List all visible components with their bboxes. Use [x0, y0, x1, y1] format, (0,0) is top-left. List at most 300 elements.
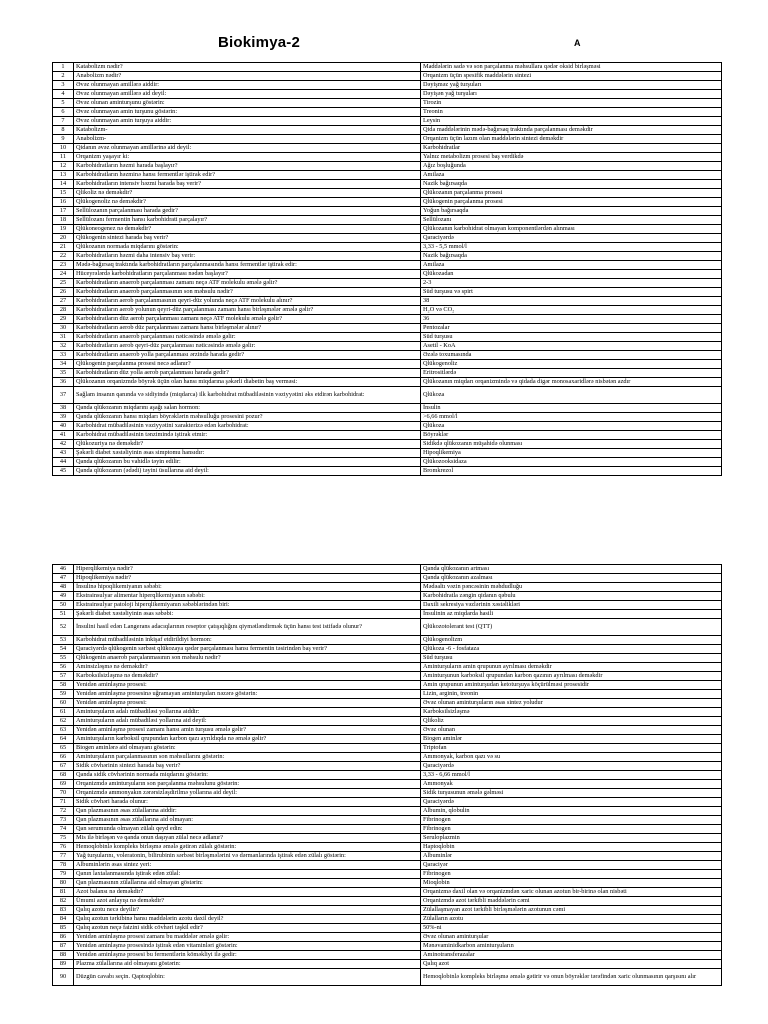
answer-cell: Asetil - KoA [421, 342, 722, 351]
answer-cell: Qanda qlükozanın azalması [421, 574, 722, 583]
answer-cell: Qlükogenoliz [421, 360, 722, 369]
answer-cell: 3,33 - 6,66 mmol/l [421, 771, 722, 780]
row-number: 68 [53, 771, 74, 780]
answer-cell: Albuminlər [421, 852, 722, 861]
question-cell: Azot balansı nə deməkdir? [74, 888, 421, 897]
question-cell: Ümumi azot anlayışı nə deməkdir? [74, 897, 421, 906]
table-row [53, 90, 722, 99]
row-number: 19 [53, 225, 74, 234]
table-row [53, 663, 722, 672]
answer-cell: Daxili sekresiya vəzlərinin xəstəlikləri [421, 601, 722, 610]
answer-cell: Qida maddələrinin mədə-bağırsaq traktında parçalanması deməkdir [421, 126, 722, 135]
table-row [53, 306, 722, 315]
answer-cell: 38 [421, 297, 722, 306]
table-row [53, 619, 722, 636]
answer-cell: Fibrinogen [421, 825, 722, 834]
row-number: 57 [53, 672, 74, 681]
row-number: 70 [53, 789, 74, 798]
question-cell: Qaraciyərdə qlükogenin sərbəst qlükozaya qədər parçalanması hansı fermentin təsirindən baş verir? [74, 645, 421, 654]
answer-cell: Yalnız metabolizm prosesi baş verdikdə [421, 153, 722, 162]
table-row [53, 342, 722, 351]
question-cell: Karbohidratların aerob parçalanmasının qeyri-düz yolunda neçə ATF molekulu alınır? [74, 297, 421, 306]
question-cell: Sellülozanı fermentin hansı karbohidrati parçalayır? [74, 216, 421, 225]
question-cell: Yenidən aminləşmə prosesində iştirak edən vitaminləri göstərin: [74, 942, 421, 951]
answer-cell: Qlikoliz [421, 717, 722, 726]
row-number: 14 [53, 180, 74, 189]
row-number: 87 [53, 942, 74, 951]
row-number: 17 [53, 207, 74, 216]
question-cell: Karbohidratların həzminə hansı fermentlər iştirak edir? [74, 171, 421, 180]
table-row [53, 592, 722, 601]
page-title: Biokimya-2 [218, 34, 301, 51]
answer-cell: Qlükogenin parçalanma prosesi [421, 198, 722, 207]
question-cell: Şəkərli diabet xəstəliyinin əsas simptomu hansıdır: [74, 449, 421, 458]
table-row [53, 834, 722, 843]
question-cell: Katabolizm nədir? [74, 63, 421, 72]
question-cell: Biogen aminlərə aid olmayanı göstərin: [74, 744, 421, 753]
question-cell: Karbohidratların intensiv həzmi harada baş verir? [74, 180, 421, 189]
answer-cell: Qlükoza -6 - fosfataza [421, 645, 722, 654]
table-row [53, 807, 722, 816]
question-cell: Qalıq azotun tərkibinə hansı maddələrin azotu daxil deyil? [74, 915, 421, 924]
table-row [53, 198, 722, 207]
question-cell: Qalıq azotu necə deyilir? [74, 906, 421, 915]
question-cell: Anabolizm- [74, 135, 421, 144]
table-row [53, 825, 722, 834]
table-row [53, 234, 722, 243]
answer-cell: Mioqlobin [421, 879, 722, 888]
row-number: 55 [53, 654, 74, 663]
question-cell: Karbohidratların düz yolla aerob parçalanması harada gedir? [74, 369, 421, 378]
question-cell: Sellülozanın parçalanması harada gedir? [74, 207, 421, 216]
answer-cell: Dəyişməz yağ turşuları [421, 81, 722, 90]
row-number: 79 [53, 870, 74, 879]
answer-cell: İnsulin [421, 404, 722, 413]
table-row [53, 413, 722, 422]
table-row [53, 708, 722, 717]
answer-cell: Ammonyak [421, 780, 722, 789]
row-number: 16 [53, 198, 74, 207]
table-row [53, 252, 722, 261]
row-number: 63 [53, 726, 74, 735]
table-row [53, 565, 722, 574]
table-row [53, 789, 722, 798]
table-row [53, 601, 722, 610]
answer-cell: Aminotransferazalar [421, 951, 722, 960]
row-number: 7 [53, 117, 74, 126]
row-number: 52 [53, 619, 74, 636]
answer-cell: Hemoqlobinlə kompleks birləşmə əmələ gətirir və onun böyrəklər tərəfindən xaric olunmasının qarşısını alır [421, 969, 722, 986]
row-number: 28 [53, 306, 74, 315]
question-cell: Karbohidratların aerob yolunun qeyri-düz parçalanması zamanı hansı birləşmələr əmələ gəlir? [74, 306, 421, 315]
question-cell: Qan plazmasının zülallarına aid olmayan göstərin: [74, 879, 421, 888]
table-row [53, 404, 722, 413]
answer-cell: Əvəz olunan aminturşular [421, 933, 722, 942]
table-row [53, 843, 722, 852]
row-number: 6 [53, 108, 74, 117]
answer-cell: Nazik bağırsaqda [421, 180, 722, 189]
answer-cell: Ammonyak, karbon qazı və su [421, 753, 722, 762]
row-number: 43 [53, 449, 74, 458]
question-cell: Karbohidrat mübadiləsinin tənzimində iştirak etmir: [74, 431, 421, 440]
answer-cell: H₂O və CO₂ [421, 306, 722, 315]
answer-cell: Fibrinogen [421, 870, 722, 879]
row-number: 8 [53, 126, 74, 135]
answer-cell: Aminturşuların amin qrupunun ayrılması deməkdir [421, 663, 722, 672]
table-row [53, 72, 722, 81]
row-number: 90 [53, 969, 74, 986]
table-row [53, 297, 722, 306]
question-cell: Karboksilsizləşmə nə deməkdir? [74, 672, 421, 681]
table-row [53, 351, 722, 360]
answer-cell: Seruloplazmin [421, 834, 722, 843]
table-row [53, 780, 722, 789]
answer-cell: Qlükogenolizm [421, 636, 722, 645]
answer-cell: Əvəz olunan aminturşuların əsas sintez yoludur [421, 699, 722, 708]
question-cell: Əvəz olunmayan amillərə aid deyil: [74, 90, 421, 99]
question-cell: Karbohidratların anaerob parçalanması zamanı neçə ATF molekulu əmələ gəlir? [74, 279, 421, 288]
answer-cell: Qanda qlükozanın artması [421, 565, 722, 574]
answer-cell: Süd turşusu [421, 654, 722, 663]
row-number: 38 [53, 404, 74, 413]
row-number: 46 [53, 565, 74, 574]
table-row [53, 189, 722, 198]
row-number: 77 [53, 852, 74, 861]
row-number: 66 [53, 753, 74, 762]
table-row [53, 960, 722, 969]
question-cell: Aminturşuların karboksil qrupundan karbon qazı ayrıldıqda nə əmələ gəlir? [74, 735, 421, 744]
question-cell: Plazma zülallarına aid olmayanı göstərin: [74, 960, 421, 969]
row-number: 39 [53, 413, 74, 422]
question-cell: Karbohidratların həzmi harada başlayır? [74, 162, 421, 171]
answer-cell: Dəyişən yağ turşuları [421, 90, 722, 99]
table-row [53, 574, 722, 583]
row-number: 67 [53, 762, 74, 771]
table-row [53, 906, 722, 915]
row-number: 80 [53, 879, 74, 888]
question-cell: Karbohidrat mübadiləsinin vəziyyətini xarakterizə edən karbohidrat: [74, 422, 421, 431]
table-row [53, 870, 722, 879]
question-cell: Aminturşuların adalı mübadiləsi yollarına aiddir: [74, 708, 421, 717]
table-row [53, 243, 722, 252]
answer-cell: Orqanizm üçün lazım olan maddələrin sintezi deməkdir [421, 135, 722, 144]
row-number: 65 [53, 744, 74, 753]
question-cell: Qlükozanın normada miqdarını göstərin: [74, 243, 421, 252]
row-number: 12 [53, 162, 74, 171]
table-row [53, 162, 722, 171]
question-cell: Yağ turşularını, voleratonin, bilirubinin sərbəst birləşmələrini və dərmanlarında iştirak edən zülalı göstərin: [74, 852, 421, 861]
table-row [53, 771, 722, 780]
question-cell: Qanda qlükozanın (ədədi) təyini üsullarına aid deyil: [74, 467, 421, 476]
question-cell: Qlükozanın orqanizmdə böyrək üçün olan hansı miqdarına şəkərli diabetin baş verməsi: [74, 378, 421, 387]
table-row [53, 440, 722, 449]
table-row [53, 897, 722, 906]
row-number: 21 [53, 243, 74, 252]
answer-cell: Sidik turşusunun əmələ gəlməsi [421, 789, 722, 798]
table-row [53, 816, 722, 825]
row-number: 25 [53, 279, 74, 288]
answer-cell: Qlükozanın parçalanma prosesi [421, 189, 722, 198]
answer-cell: Nazik bağırsaqda [421, 252, 722, 261]
question-cell: Qlükoneogenez nə deməkdir? [74, 225, 421, 234]
row-number: 74 [53, 825, 74, 834]
table-row [53, 654, 722, 663]
table-row [53, 135, 722, 144]
table-row [53, 762, 722, 771]
table-row [53, 333, 722, 342]
answer-cell: Qlükozooksidaza [421, 458, 722, 467]
answer-cell: Amin qrupunun aminturşudan ketoturşuya köçürülməsi prosesidir [421, 681, 722, 690]
row-number: 29 [53, 315, 74, 324]
row-number: 50 [53, 601, 74, 610]
table-row [53, 63, 722, 72]
question-cell: Qanda qlükozanın hansı miqdarı böyrəklərin məhsulluğu prosesini pozur? [74, 413, 421, 422]
question-cell: Orqanizmdə ammonyakın zərərsizləşdirilmə yollarına aid deyil: [74, 789, 421, 798]
answer-cell: Karbohidratlar [421, 144, 722, 153]
row-number: 58 [53, 681, 74, 690]
table-row [53, 207, 722, 216]
answer-cell: 50%-ni [421, 924, 722, 933]
question-cell: Düzgün cavabı seçin. Qaptoqlobin: [74, 969, 421, 986]
table-row [53, 279, 722, 288]
question-cell: Qanda sidik cövhərinin normada miqdarını göstərin: [74, 771, 421, 780]
answer-cell: Haptoqlobin [421, 843, 722, 852]
answer-cell: 2-3 [421, 279, 722, 288]
variant-label: A [574, 38, 581, 48]
table-row [53, 636, 722, 645]
question-cell: Hiperqlikemiya nədir? [74, 565, 421, 574]
question-cell: Albuminlərin əsas sintez yeri: [74, 861, 421, 870]
row-number: 86 [53, 933, 74, 942]
row-number: 11 [53, 153, 74, 162]
table-row [53, 717, 722, 726]
question-cell: Orqanizm yaşayır ki: [74, 153, 421, 162]
answer-cell: Mənəvaminidkarbon aminturşuların [421, 942, 722, 951]
answer-cell: Amilaza [421, 171, 722, 180]
question-cell: Karbohidratların düz aerob parçalanması zamanı neçə ATF molekulu əmələ gəlir? [74, 315, 421, 324]
answer-cell: Sidikdə qlükozanın müşahidə olunması [421, 440, 722, 449]
question-cell: Hemoqlobinlə kompleks birləşmə əmələ gətirən zülalı göstərin: [74, 843, 421, 852]
answer-cell: Qlükoza [421, 387, 722, 404]
answer-cell: Yoğun bağırsaqda [421, 207, 722, 216]
table-row [53, 583, 722, 592]
question-cell: Əvəz olunmayan amin turşunu göstərin: [74, 108, 421, 117]
question-cell: Karbohidratların aerob qeyri-düz parçalanması nəticəsində əmələ gəlir: [74, 342, 421, 351]
row-number: 5 [53, 99, 74, 108]
question-cell: Katabolizm- [74, 126, 421, 135]
answer-cell: 36 [421, 315, 722, 324]
answer-cell: Amilaza [421, 261, 722, 270]
row-number: 61 [53, 708, 74, 717]
table-row [53, 81, 722, 90]
row-number: 18 [53, 216, 74, 225]
table-row [53, 270, 722, 279]
question-cell: Əvəz olunmayan amin turşuya aiddir: [74, 117, 421, 126]
answer-cell: Orqanizm üçün spesifik maddələrin sintezi [421, 72, 722, 81]
table-row [53, 261, 722, 270]
row-number: 75 [53, 834, 74, 843]
table-row [53, 387, 722, 404]
question-cell: Qidanın əvəz olunmayan amillərinə aid deyil: [74, 144, 421, 153]
row-number: 73 [53, 816, 74, 825]
table-row [53, 852, 722, 861]
row-number: 45 [53, 467, 74, 476]
table-row [53, 449, 722, 458]
table-row [53, 225, 722, 234]
answer-cell: Qaraciyərdə [421, 798, 722, 807]
answer-cell: Qaraciyərdə [421, 234, 722, 243]
question-cell: Qanda qlükozanın miqdarını aşağı salan hormon: [74, 404, 421, 413]
table-row [53, 672, 722, 681]
table-row [53, 610, 722, 619]
table-row [53, 369, 722, 378]
table-row [53, 144, 722, 153]
question-cell: Əvəz olunmayan amillərə aiddir: [74, 81, 421, 90]
answer-cell: Qlükozotolerant test (QTT) [421, 619, 722, 636]
question-cell: Yenidən aminləşmə prosesi: [74, 699, 421, 708]
question-cell: Qlükozuriya nə deməkdir? [74, 440, 421, 449]
row-number: 49 [53, 592, 74, 601]
table-row [53, 744, 722, 753]
question-cell: Karbohidrat mübadiləsinin inkişaf etdirildiyi hormon: [74, 636, 421, 645]
table-row [53, 360, 722, 369]
question-cell: Mis ilə birləşən və qanda onun daşıyan zülal necə adlanır? [74, 834, 421, 843]
table-row [53, 315, 722, 324]
row-number: 20 [53, 234, 74, 243]
question-cell: Karbohidratların həzmi daha intensiv baş verir: [74, 252, 421, 261]
answer-cell: Qaraciyərdə [421, 762, 722, 771]
row-number: 54 [53, 645, 74, 654]
question-cell: Aminturşuların adalı mübadiləsi yollarına aid deyil: [74, 717, 421, 726]
row-number: 53 [53, 636, 74, 645]
row-number: 56 [53, 663, 74, 672]
row-number: 35 [53, 369, 74, 378]
table-row [53, 798, 722, 807]
row-number: 26 [53, 288, 74, 297]
row-number: 1 [53, 63, 74, 72]
answer-cell: Hipoqlikemiya [421, 449, 722, 458]
answer-cell: Qaraciyər [421, 861, 722, 870]
question-cell: Qan serumunda olmayan zülalı qeyd edin: [74, 825, 421, 834]
row-number: 81 [53, 888, 74, 897]
row-number: 44 [53, 458, 74, 467]
answer-cell: Qlükoza [421, 422, 722, 431]
question-cell: İnsulini hasil edən Langerans adacıqlarının reseptor çatışıqlığını qiymətləndirmək üçün hansı test istifadə olunur? [74, 619, 421, 636]
question-cell: Anabolizm nədir? [74, 72, 421, 81]
question-cell: Aminturşuların parçalanmasının son məhsullarını göstərin: [74, 753, 421, 762]
row-number: 34 [53, 360, 74, 369]
question-cell: Karbohidratların anaerob parçalanması nəticəsində əmələ gəlir: [74, 333, 421, 342]
question-cell: Mədə-bağırsaq traktında karbohidratların parçalanmasında hansı fermentlər iştirak edir: [74, 261, 421, 270]
table-row [53, 951, 722, 960]
row-number: 13 [53, 171, 74, 180]
question-cell: Hüceyrələrdə karbohidratların parçalanması nədən başlayır? [74, 270, 421, 279]
row-number: 27 [53, 297, 74, 306]
table-row [53, 126, 722, 135]
table-row [53, 431, 722, 440]
row-number: 60 [53, 699, 74, 708]
question-cell: Ekstrainsulyar patoloji hiperqlikemiyanın səbəblərindən biri: [74, 601, 421, 610]
answer-cell: Qalıq azot [421, 960, 722, 969]
table-row [53, 924, 722, 933]
row-number: 83 [53, 906, 74, 915]
table-row [53, 153, 722, 162]
qa-table-2 [52, 564, 722, 986]
question-cell: Sidik cövhərinin sintezi harada baş verir? [74, 762, 421, 771]
answer-cell: Ağız boşluğunda [421, 162, 722, 171]
question-cell: Yenidən aminləşmə prosesi zamanı bu maddələr əmələ gəlir: [74, 933, 421, 942]
row-number: 40 [53, 422, 74, 431]
question-cell: Qan plazmasının əsas zülallarına aid olmayan: [74, 816, 421, 825]
question-cell: İnsulinə hipoqlikemiyanın səbəbi: [74, 583, 421, 592]
row-number: 24 [53, 270, 74, 279]
answer-cell: Tirozin [421, 99, 722, 108]
row-number: 69 [53, 780, 74, 789]
answer-cell: Əvəz olunan [421, 726, 722, 735]
table-row [53, 180, 722, 189]
table-row [53, 288, 722, 297]
table-row [53, 735, 722, 744]
table-row [53, 99, 722, 108]
question-cell: Qlükogenin parçalanma prosesi necə adlanır? [74, 360, 421, 369]
answer-cell: Karbohidratla zəngin qidanın qəbulu [421, 592, 722, 601]
table-row [53, 378, 722, 387]
table-row [53, 726, 722, 735]
row-number: 59 [53, 690, 74, 699]
question-cell: Qalıq azotun neçə faizini sidik cövhəri təşkil edir? [74, 924, 421, 933]
table-row [53, 171, 722, 180]
row-number: 23 [53, 261, 74, 270]
qa-table-1 [52, 62, 722, 476]
table-row [53, 324, 722, 333]
table-row [53, 216, 722, 225]
question-cell: Əvəz olunan aminturşunu göstərin: [74, 99, 421, 108]
table-row [53, 467, 722, 476]
question-cell: Qlikoliz nə deməkdir? [74, 189, 421, 198]
answer-cell: Aminturşunun karboksil qrupundan karbon qazının ayrılması deməkdir [421, 672, 722, 681]
answer-cell: Böyrəklər [421, 431, 722, 440]
row-number: 71 [53, 798, 74, 807]
question-cell: Orqanizmdə aminturşuların son parçalanma məhsulunu göstərin: [74, 780, 421, 789]
row-number: 42 [53, 440, 74, 449]
row-number: 4 [53, 90, 74, 99]
table-row [53, 933, 722, 942]
answer-cell: Qlükozanın karbohidrat olmayan komponentlərdən alınması [421, 225, 722, 234]
answer-cell: Maddələrin sadə və son parçalanma məhsullara qədər oksid birləşməsi [421, 63, 722, 72]
row-number: 64 [53, 735, 74, 744]
answer-cell: 3,33 - 5,5 mmol/l [421, 243, 722, 252]
row-number: 41 [53, 431, 74, 440]
row-number: 32 [53, 342, 74, 351]
table-row [53, 699, 722, 708]
question-cell: Karbohidratların aerob düz parçalanması zamanı hansı birləşmələr alınır? [74, 324, 421, 333]
question-cell: Qanın laxtalanmasında iştirak edən zülal: [74, 870, 421, 879]
answer-cell: Süd turşusu və spirt [421, 288, 722, 297]
row-number: 37 [53, 387, 74, 404]
question-cell: Qlükogenin sintezi harada baş verir? [74, 234, 421, 243]
table-row [53, 969, 722, 986]
table-row [53, 888, 722, 897]
question-cell: Şəkərli diabet xəstəliyinin əsas səbəbi: [74, 610, 421, 619]
row-number: 85 [53, 924, 74, 933]
row-number: 48 [53, 583, 74, 592]
row-number: 31 [53, 333, 74, 342]
answer-cell: Əzələ toxumasında [421, 351, 722, 360]
table-row [53, 108, 722, 117]
row-number: 3 [53, 81, 74, 90]
answer-cell: >6,66 mmol/l [421, 413, 722, 422]
question-cell: Qanda qlükozanın bu vahidlə təyin edilir: [74, 458, 421, 467]
